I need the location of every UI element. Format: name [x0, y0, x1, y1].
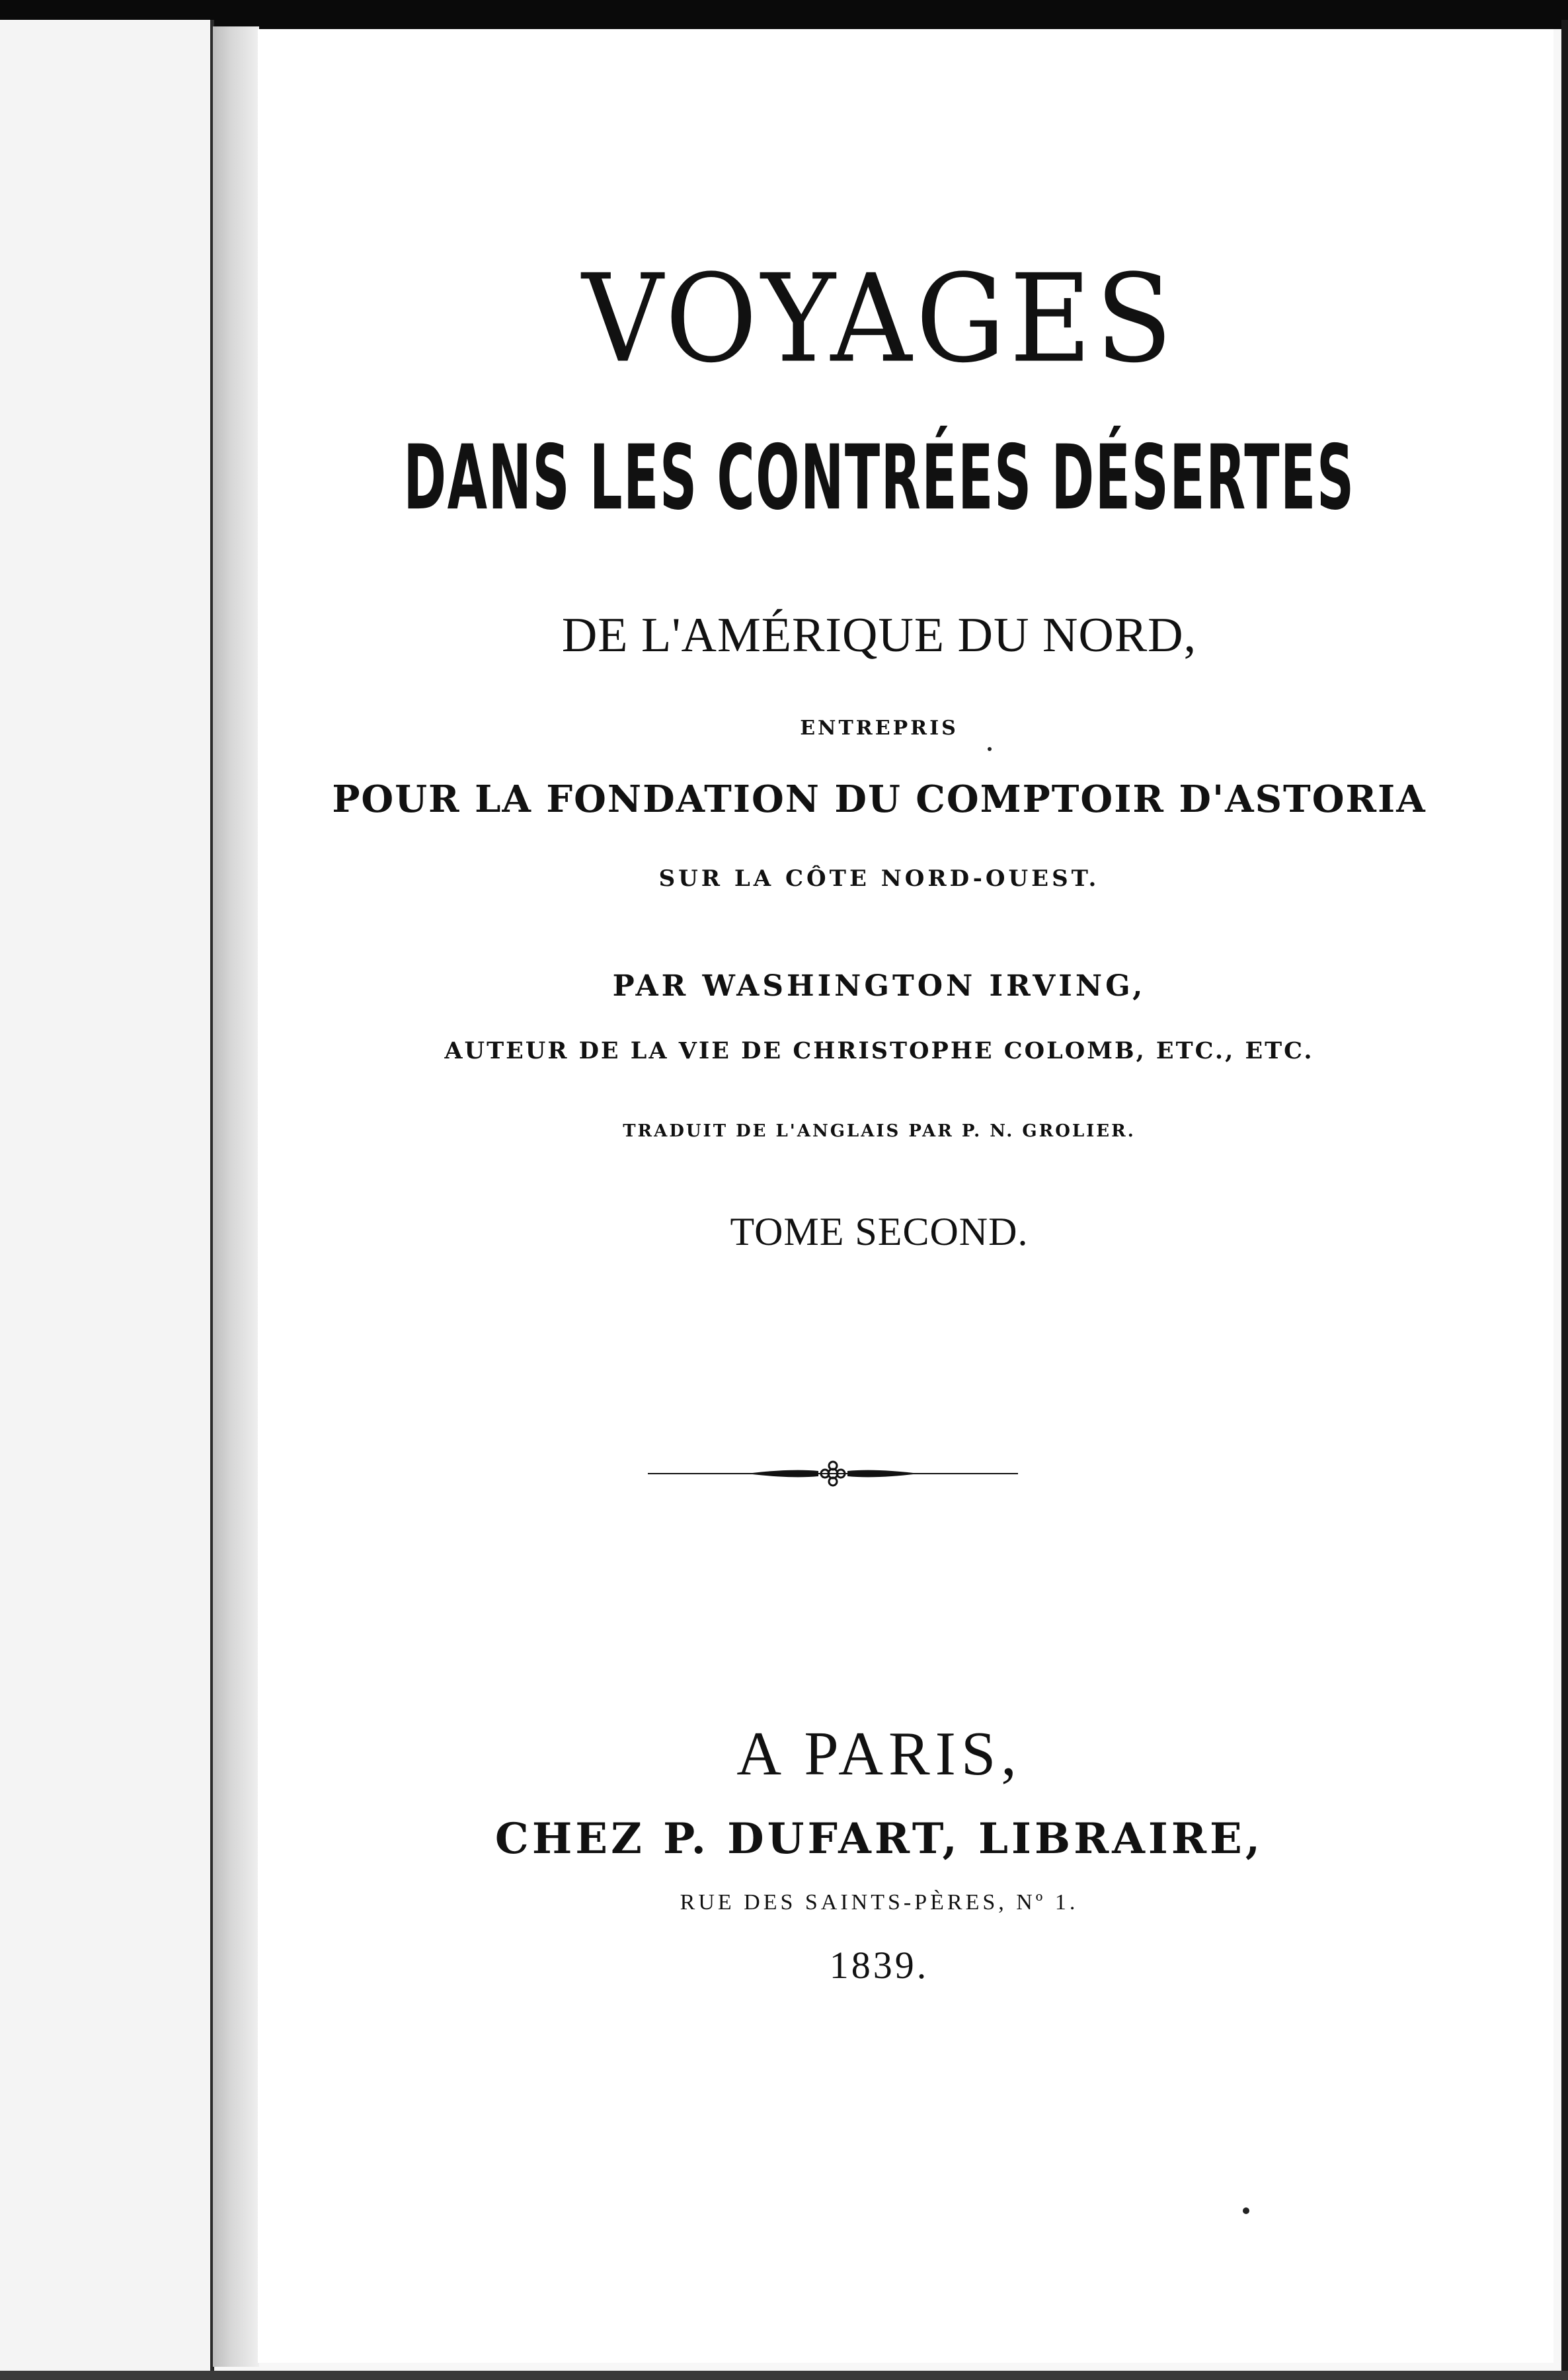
imprint-year: 1839.: [829, 1944, 929, 1987]
translator-line: TRADUIT DE L'ANGLAIS PAR P. N. GROLIER.: [623, 1121, 1136, 1141]
scan-speck: [1243, 2207, 1249, 2214]
author-credit: AUTEUR DE LA VIE DE CHRISTOPHE COLOMB, ETC., ETC.: [444, 1037, 1314, 1064]
title-page: [258, 29, 1553, 2363]
floral-divider-ornament-icon: [648, 1457, 1018, 1490]
subtitle-line-2: DE L'AMÉRIQUE DU NORD,: [561, 608, 1197, 662]
subtitle-line-3: POUR LA FONDATION DU COMPTOIR D'ASTORIA: [332, 777, 1427, 821]
subtitle-line-1: DANS LES CONTRÉES DÉSERTES: [403, 425, 1355, 530]
subtitle-entrepris: ENTREPRIS: [800, 717, 959, 740]
subtitle-line-4: SUR LA CÔTE NORD-OUEST.: [658, 865, 1100, 892]
imprint-publisher: CHEZ P. DUFART, LIBRAIRE,: [494, 1814, 1264, 1864]
scan-right-border: [1561, 20, 1568, 2373]
scan-bottom-border: [0, 2371, 1568, 2380]
book-title: VOYAGES: [582, 249, 1177, 390]
volume-label: TOME SECOND.: [730, 1210, 1029, 1253]
facing-page-edge: [0, 20, 214, 2373]
author-line: PAR WASHINGTON IRVING,: [612, 969, 1146, 1003]
imprint-city: A PARIS,: [736, 1720, 1022, 1788]
scan-top-border: [0, 0, 1568, 29]
scan-speck: [988, 747, 992, 751]
imprint-address: RUE DES SAINTS-PÈRES, Nº 1.: [680, 1890, 1079, 1915]
